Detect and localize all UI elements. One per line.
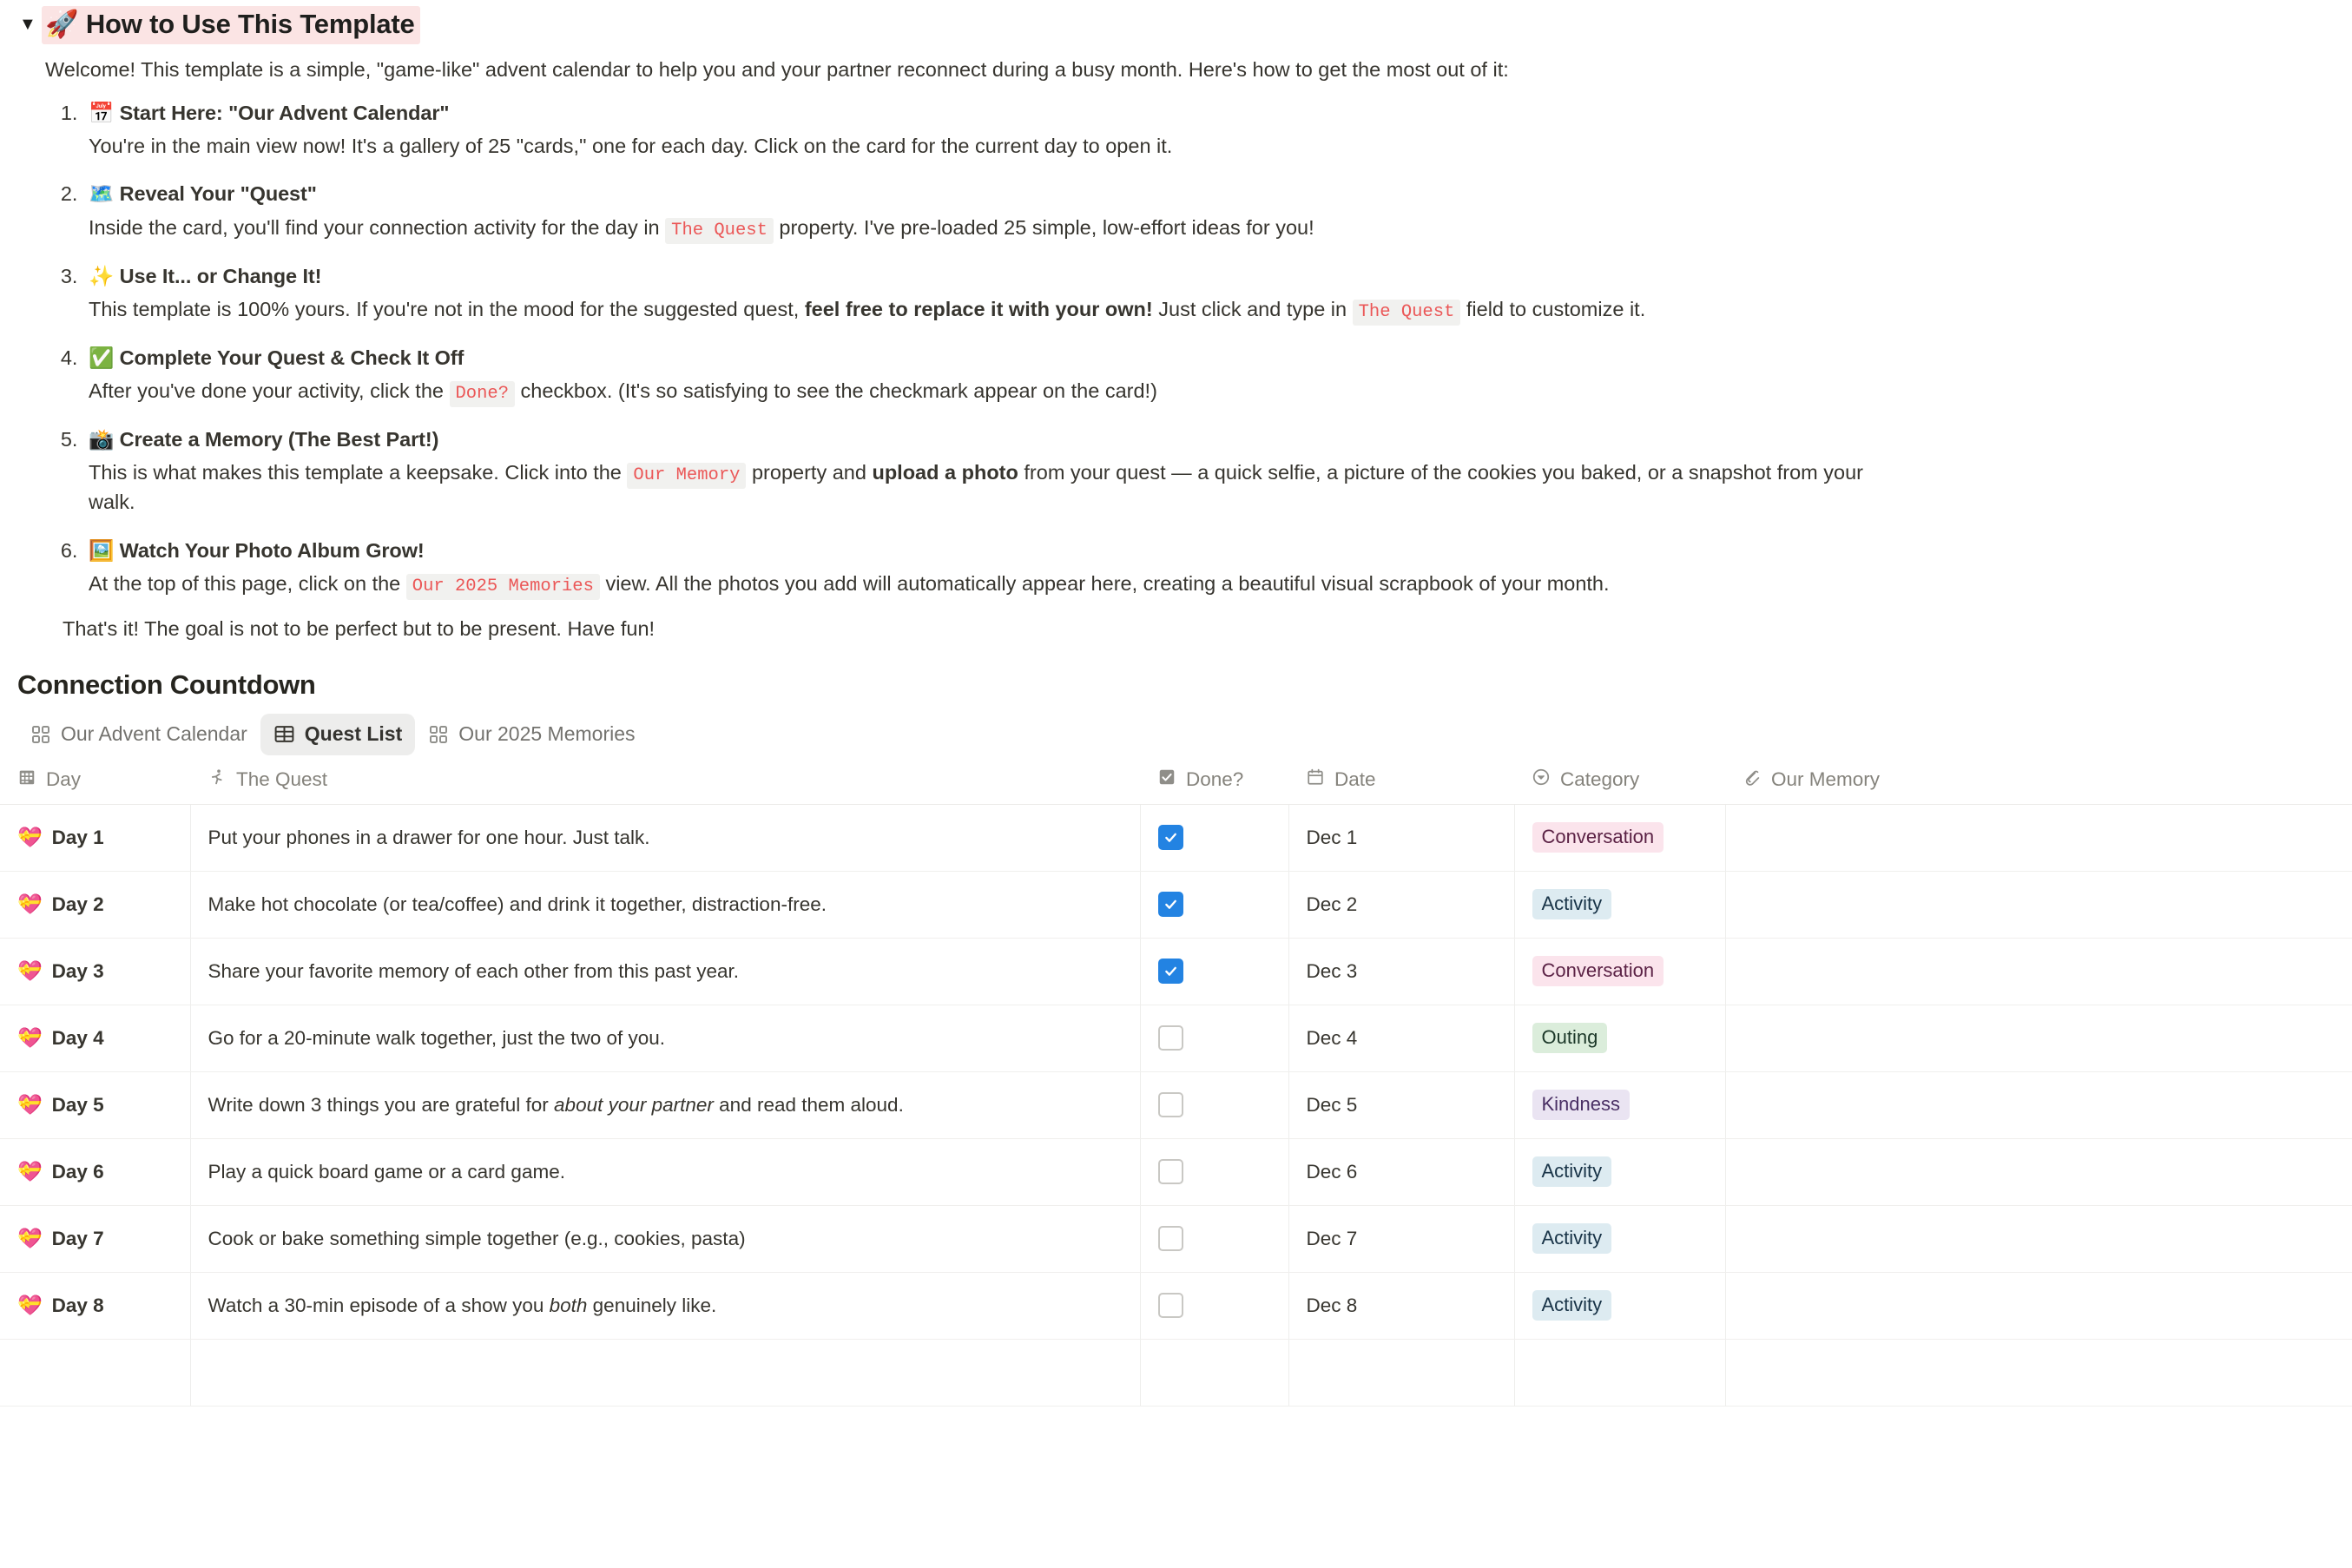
step-body-text: property. I've pre-loaded 25 simple, low-effort ideas for you! <box>779 215 1314 239</box>
category-tag: Kindness <box>1532 1090 1631 1120</box>
date-value: Dec 8 <box>1306 1294 1358 1316</box>
quest-text: Put your phones in a drawer for one hour. Just talk. <box>208 827 650 849</box>
tab-our-advent-calendar[interactable] <box>17 714 260 755</box>
step-body-text: This is what makes this template a keepsake. Click into the <box>89 461 622 484</box>
cell-day[interactable] <box>0 1138 190 1205</box>
step-body-text: After you've done your activity, click the <box>89 379 444 402</box>
category-tag: Conversation <box>1532 956 1664 986</box>
category-tag: Activity <box>1532 1156 1612 1187</box>
cell-date[interactable] <box>1288 871 1514 938</box>
heart-with-ribbon-icon: 💝 <box>17 960 43 984</box>
step-body <box>89 570 2352 599</box>
cell-category[interactable] <box>1514 1071 1725 1138</box>
day-label: Day 2 <box>51 893 104 915</box>
day-label: Day 6 <box>51 1160 104 1183</box>
column-header-label: Done? <box>1186 768 1244 790</box>
step-body-text: This template is 100% yours. If you're not in the mood for the suggested quest, <box>89 297 800 320</box>
cell-day[interactable] <box>0 1272 190 1339</box>
step-body <box>89 377 2352 406</box>
day-label: Day 5 <box>51 1093 104 1116</box>
cell-done[interactable] <box>1140 1138 1288 1205</box>
cell-done[interactable] <box>1140 938 1288 1005</box>
cell-done[interactable] <box>1140 804 1288 871</box>
column-header-date[interactable] <box>1288 768 1514 805</box>
cell-category[interactable] <box>1514 1272 1725 1339</box>
done-checkbox-unchecked[interactable] <box>1158 1293 1183 1318</box>
step-title <box>89 536 2352 565</box>
step-body-bold: feel free to replace it with your own! <box>804 297 1153 320</box>
quest-text: Watch a 30-min episode of a show you both genuinely like. <box>208 1295 717 1317</box>
calendar-grid-icon <box>17 768 36 792</box>
done-checkbox-checked[interactable] <box>1158 825 1183 850</box>
date-value: Dec 4 <box>1306 1026 1358 1049</box>
list-item <box>83 536 2352 599</box>
cell-done[interactable] <box>1140 1339 1288 1406</box>
cell-category[interactable] <box>1514 1339 1725 1406</box>
tab-label: Our Advent Calendar <box>61 722 247 746</box>
table-row[interactable] <box>0 1005 2352 1071</box>
camera-icon: 📸 <box>89 427 115 451</box>
cell-category[interactable] <box>1514 1138 1725 1205</box>
table-row[interactable] <box>0 1138 2352 1205</box>
steps-list <box>0 98 2352 599</box>
table-icon <box>273 723 295 745</box>
step-body-text: field to customize it. <box>1466 297 1646 320</box>
cell-date[interactable] <box>1288 1138 1514 1205</box>
step-body-line <box>89 461 1863 484</box>
cell-date[interactable] <box>1288 1272 1514 1339</box>
heart-with-ribbon-icon: 💝 <box>17 827 43 850</box>
date-value: Dec 2 <box>1306 893 1358 915</box>
day-label: Day 1 <box>51 826 104 848</box>
cell-day[interactable] <box>0 1005 190 1071</box>
done-checkbox-checked[interactable] <box>1158 959 1183 984</box>
done-checkbox-checked[interactable] <box>1158 892 1183 917</box>
cell-done[interactable] <box>1140 1205 1288 1272</box>
date-value: Dec 6 <box>1306 1160 1358 1183</box>
code-the-quest: The Quest <box>1353 300 1461 326</box>
quest-emphasis: about your partner <box>554 1094 714 1117</box>
step-title <box>89 261 2352 291</box>
step-body-text: walk. <box>89 491 135 514</box>
check-mark-icon: ✅ <box>89 345 115 370</box>
quest-text: Go for a 20-minute walk together, just the two of you. <box>208 1027 666 1050</box>
quest-text: Share your favorite memory of each other from this past year. <box>208 960 740 983</box>
date-value: Dec 3 <box>1306 959 1358 982</box>
sparkles-icon: ✨ <box>89 263 115 288</box>
done-checkbox-unchecked[interactable] <box>1158 1092 1183 1117</box>
intro-paragraph: Welcome! This template is a simple, "game-like" advent calendar to help you and your partner reconnect during a busy month. Here's how to get the most out of it: <box>45 58 1509 81</box>
step-title-text: Reveal Your "Quest" <box>119 182 317 206</box>
toggle-heading[interactable] <box>0 0 2352 38</box>
table-row[interactable] <box>0 1071 2352 1138</box>
category-tag: Activity <box>1532 1223 1612 1254</box>
cell-category[interactable] <box>1514 871 1725 938</box>
cell-our-memory[interactable] <box>1725 804 2352 871</box>
cell-the-quest[interactable] <box>190 1138 1140 1205</box>
cell-day[interactable] <box>0 1339 190 1406</box>
cell-the-quest[interactable] <box>190 804 1140 871</box>
page-title-text: How to Use This Template <box>85 8 415 39</box>
list-item <box>83 179 2352 242</box>
cell-our-memory[interactable] <box>1725 1071 2352 1138</box>
page-title <box>42 6 420 45</box>
cell-the-quest[interactable] <box>190 1005 1140 1071</box>
cell-category[interactable] <box>1514 1205 1725 1272</box>
table-row[interactable] <box>0 804 2352 871</box>
code-our-memory: Our Memory <box>627 463 746 489</box>
step-body-text: Just click and type in <box>1158 297 1347 320</box>
list-item <box>83 343 2352 406</box>
quest-text: Write down 3 things you are grateful for about your partner and read them aloud. <box>208 1094 904 1117</box>
calendar-icon: 📅 <box>89 101 115 126</box>
cell-day[interactable] <box>0 804 190 871</box>
code-our-2025-memories: Our 2025 Memories <box>406 574 600 600</box>
column-header-day[interactable] <box>0 768 190 805</box>
table-row[interactable] <box>0 871 2352 938</box>
tab-label: Quest List <box>304 722 403 746</box>
cell-day[interactable] <box>0 871 190 938</box>
quest-text: Play a quick board game or a card game. <box>208 1161 565 1183</box>
rocket-icon: 🚀 <box>45 8 79 40</box>
cell-day[interactable] <box>0 938 190 1005</box>
step-title-text: Start Here: "Our Advent Calendar" <box>119 102 450 125</box>
cell-the-quest[interactable] <box>190 1071 1140 1138</box>
cell-done[interactable] <box>1140 1005 1288 1071</box>
cell-our-memory[interactable] <box>1725 871 2352 938</box>
step-body <box>89 214 2352 243</box>
table-row[interactable] <box>0 1272 2352 1339</box>
heart-with-ribbon-icon: 💝 <box>17 1094 43 1117</box>
cell-date[interactable] <box>1288 938 1514 1005</box>
column-header-label: Day <box>46 768 82 790</box>
cell-our-memory[interactable] <box>1725 938 2352 1005</box>
quest-text: Make hot chocolate (or tea/coffee) and drink it together, distraction-free. <box>208 893 827 916</box>
table-row-partial[interactable] <box>0 1339 2352 1406</box>
step-title <box>89 343 2352 372</box>
step-body-text: from your quest — a quick selfie, a picture of the cookies you baked, or a snapshot from your <box>1024 461 1863 484</box>
tab-label: Our 2025 Memories <box>458 722 636 746</box>
cell-day[interactable] <box>0 1071 190 1138</box>
step-body-text: Inside the card, you'll find your connection activity for the day in <box>89 215 660 239</box>
cell-our-memory[interactable] <box>1725 1205 2352 1272</box>
calendar-icon <box>1306 768 1325 792</box>
heart-with-ribbon-icon: 💝 <box>17 1161 43 1184</box>
cell-day[interactable] <box>0 1205 190 1272</box>
heart-with-ribbon-icon: 💝 <box>17 1027 43 1051</box>
cell-done[interactable] <box>1140 871 1288 938</box>
quest-table <box>0 768 2352 1407</box>
cell-the-quest[interactable] <box>190 938 1140 1005</box>
cell-our-memory[interactable] <box>1725 1272 2352 1339</box>
cell-our-memory[interactable] <box>1725 1005 2352 1071</box>
column-header-label: Category <box>1560 768 1640 790</box>
step-title-text: Create a Memory (The Best Part!) <box>119 428 439 451</box>
cell-date[interactable] <box>1288 1005 1514 1071</box>
framed-picture-icon: 🖼️ <box>89 537 115 563</box>
column-header-label: The Quest <box>236 768 328 790</box>
step-body-text: At the top of this page, click on the <box>89 571 401 595</box>
cell-date[interactable] <box>1288 804 1514 871</box>
column-header-label: Our Memory <box>1771 768 1881 790</box>
step-title <box>89 98 2352 128</box>
heart-with-ribbon-icon: 💝 <box>17 1228 43 1251</box>
cell-date[interactable] <box>1288 1339 1514 1406</box>
category-tag: Activity <box>1532 1290 1612 1321</box>
list-item <box>83 98 2352 161</box>
cell-date[interactable] <box>1288 1071 1514 1138</box>
table-row[interactable] <box>0 1205 2352 1272</box>
cell-the-quest[interactable] <box>190 1272 1140 1339</box>
cell-the-quest[interactable] <box>190 1339 1140 1406</box>
list-item <box>83 425 2352 517</box>
day-label: Day 8 <box>51 1294 104 1316</box>
date-value: Dec 1 <box>1306 826 1358 848</box>
cell-date[interactable] <box>1288 1205 1514 1272</box>
step-title <box>89 425 2352 454</box>
column-header-label: Date <box>1334 768 1376 790</box>
toggle-arrow-icon[interactable]: ▼ <box>19 15 36 34</box>
cell-our-memory[interactable] <box>1725 1339 2352 1406</box>
step-body-text: property and <box>751 461 866 484</box>
quest-text: Cook or bake something simple together (e.g., cookies, pasta) <box>208 1228 746 1250</box>
heart-with-ribbon-icon: 💝 <box>17 1295 43 1318</box>
person-running-icon <box>208 768 227 792</box>
table-header-row <box>0 768 2352 805</box>
quest-emphasis: both <box>549 1295 588 1317</box>
day-label: Day 4 <box>51 1026 104 1049</box>
gallery-icon <box>30 724 51 745</box>
done-checkbox-unchecked[interactable] <box>1158 1159 1183 1184</box>
step-body-bold: upload a photo <box>872 461 1018 484</box>
heart-with-ribbon-icon: 💝 <box>17 893 43 917</box>
category-tag: Conversation <box>1532 822 1664 853</box>
column-header-done[interactable] <box>1140 768 1288 805</box>
cell-category[interactable] <box>1514 804 1725 871</box>
step-title <box>89 179 2352 208</box>
day-label: Day 7 <box>51 1227 104 1249</box>
cell-done[interactable] <box>1140 1272 1288 1339</box>
table-body <box>0 804 2352 1406</box>
gallery-icon <box>428 724 449 745</box>
step-title-text: Watch Your Photo Album Grow! <box>119 538 425 562</box>
category-tag: Activity <box>1532 889 1612 919</box>
cell-category[interactable] <box>1514 938 1725 1005</box>
column-header-the-quest[interactable] <box>190 768 1140 805</box>
category-tag: Outing <box>1532 1023 1608 1053</box>
code-the-quest: The Quest <box>665 218 774 244</box>
day-label: Day 3 <box>51 959 104 982</box>
done-checkbox-unchecked[interactable] <box>1158 1025 1183 1051</box>
table-header <box>0 768 2352 805</box>
tab-our-2025-memories[interactable] <box>415 714 648 755</box>
cell-category[interactable] <box>1514 1005 1725 1071</box>
checkbox-icon <box>1157 768 1176 792</box>
step-body <box>89 458 2352 517</box>
done-checkbox-unchecked[interactable] <box>1158 1226 1183 1251</box>
code-done: Done? <box>450 381 516 407</box>
table-row[interactable] <box>0 938 2352 1005</box>
cell-done[interactable] <box>1140 1071 1288 1138</box>
cell-our-memory[interactable] <box>1725 1138 2352 1205</box>
step-title-text: Use It... or Change It! <box>119 264 322 287</box>
cell-the-quest[interactable] <box>190 1205 1140 1272</box>
map-icon: 🗺️ <box>89 181 115 207</box>
step-title-text: Complete Your Quest & Check It Off <box>119 346 464 369</box>
database-title: Connection Countdown <box>17 669 316 700</box>
closing-paragraph: That's it! The goal is not to be perfect but to be present. Have fun! <box>63 616 656 640</box>
step-body <box>89 295 2352 325</box>
cell-the-quest[interactable] <box>190 871 1140 938</box>
date-value: Dec 5 <box>1306 1093 1358 1116</box>
select-icon <box>1532 768 1551 792</box>
tab-quest-list[interactable] <box>260 714 415 755</box>
view-tab-bar <box>17 714 2352 755</box>
list-item <box>83 261 2352 325</box>
step-body-text: view. All the photos you add will automatically appear here, creating a beautiful visual scrapbook of your month. <box>605 571 1610 595</box>
paperclip-icon <box>1743 768 1762 792</box>
column-header-category[interactable] <box>1514 768 1725 805</box>
step-body-text: checkbox. (It's so satisfying to see the checkmark appear on the card!) <box>520 379 1157 402</box>
step-body: You're in the main view now! It's a gallery of 25 "cards," one for each day. Click on the card for the current day to open it. <box>89 135 1173 158</box>
date-value: Dec 7 <box>1306 1227 1358 1249</box>
column-header-our-memory[interactable] <box>1725 768 2352 805</box>
